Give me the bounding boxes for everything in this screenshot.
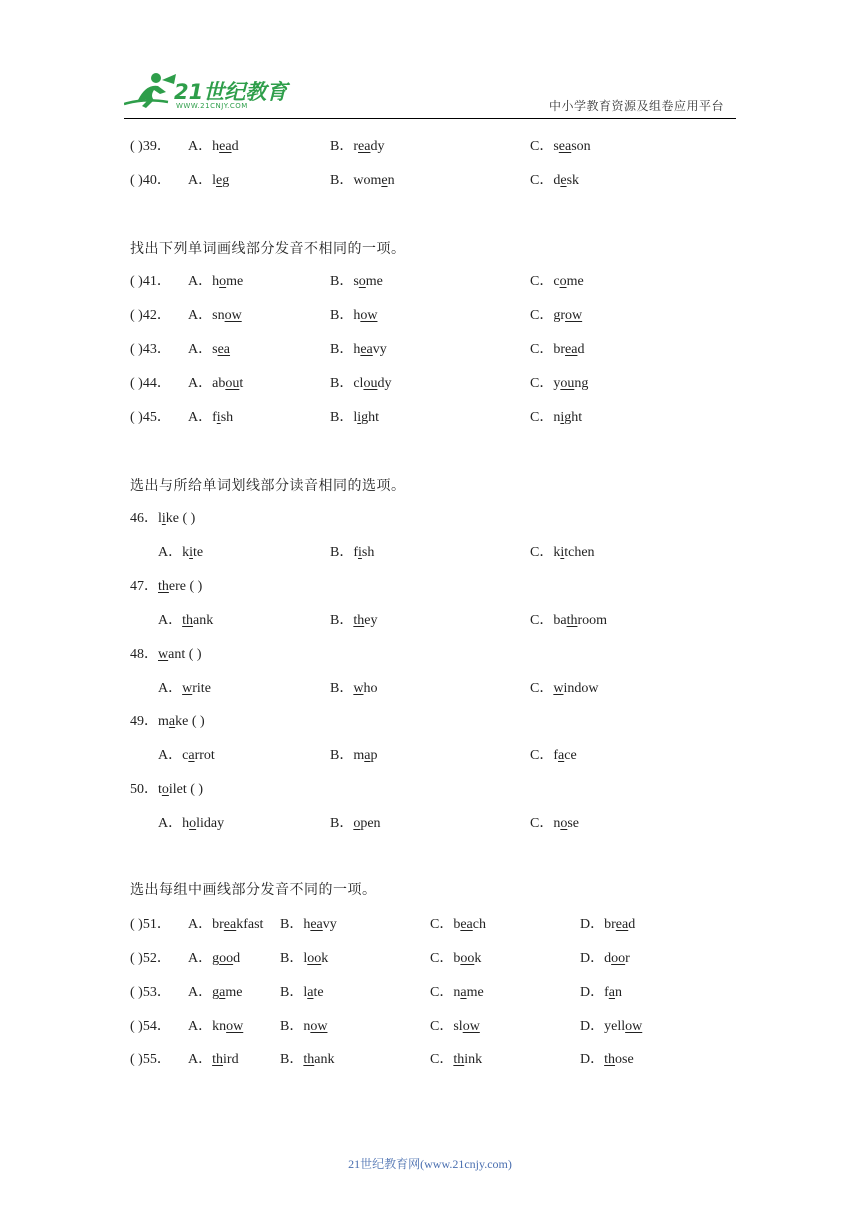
- question-stem: 49．make ( ): [130, 714, 205, 729]
- question-number: ( )53．: [130, 985, 171, 1000]
- option-c: C．bathroom: [530, 613, 608, 628]
- underlined-part: ea: [360, 342, 373, 357]
- question-stem: 50．toilet ( ): [130, 782, 204, 797]
- section-title-51-55: 选出每组中画线部分发音不同的一项。: [130, 882, 377, 898]
- underlined-part: a: [608, 985, 616, 1000]
- option-a: A．know: [188, 1019, 244, 1034]
- option-c: C．book: [430, 951, 482, 966]
- underlined-part: ow: [224, 308, 242, 323]
- option-a: A．good: [188, 951, 241, 966]
- option-d: D．bread: [580, 917, 636, 932]
- underlined-part: th: [453, 1052, 465, 1067]
- underlined-part: e: [381, 173, 388, 188]
- option-a: A．snow: [188, 308, 242, 323]
- underlined-part: o: [559, 274, 567, 289]
- option-b: B．now: [280, 1019, 328, 1034]
- header-divider: [124, 118, 736, 119]
- option-c: C．nose: [530, 816, 580, 831]
- underlined-part: e: [560, 173, 567, 188]
- option-b: B．who: [330, 681, 378, 696]
- option-b: B．how: [330, 308, 378, 323]
- question-number: ( )52．: [130, 951, 171, 966]
- footer-site: 21世纪教育网(www.21cnjy.com): [348, 1157, 512, 1171]
- logo-url-text: WWW.21CNJY.COM: [176, 102, 248, 110]
- underlined-part: ea: [310, 917, 323, 932]
- platform-name: 中小学教育资源及组卷应用平台: [549, 99, 725, 113]
- underlined-part: ea: [217, 342, 231, 357]
- option-c: C．grow: [530, 308, 583, 323]
- option-b: B．open: [330, 816, 381, 831]
- option-c: C．kitchen: [530, 545, 595, 560]
- option-d: D．fan: [580, 985, 623, 1000]
- option-c: C．night: [530, 410, 583, 425]
- question-number: ( )43．: [130, 342, 171, 357]
- option-d: D．door: [580, 951, 630, 966]
- section-title-46-50: 选出与所给单词划线部分读音相同的选项。: [130, 478, 406, 494]
- underlined-part: ea: [223, 917, 237, 932]
- option-d: D．those: [580, 1052, 634, 1067]
- underlined-part: ow: [360, 308, 378, 323]
- option-c: C．think: [430, 1052, 483, 1067]
- underlined-part: ea: [460, 917, 473, 932]
- underlined-part: a: [364, 748, 371, 763]
- underlined-part: a: [219, 985, 226, 1000]
- underlined-part: ea: [615, 917, 629, 932]
- option-a: A．sea: [188, 342, 231, 357]
- underlined-part: i: [560, 410, 565, 425]
- option-b: B．they: [330, 613, 378, 628]
- question-number: ( )44．: [130, 376, 171, 391]
- question-number: ( )45．: [130, 410, 171, 425]
- underlined-part: ea: [358, 139, 371, 154]
- underlined-part: a: [188, 748, 195, 763]
- underlined-part: oo: [460, 951, 475, 966]
- option-b: B．light: [330, 410, 380, 425]
- question-stem: 47．there ( ): [130, 579, 203, 594]
- option-a: A．third: [188, 1052, 239, 1067]
- underlined-part: o: [219, 274, 227, 289]
- option-b: B．look: [280, 951, 329, 966]
- option-c: C．desk: [530, 173, 580, 188]
- underlined-part: o: [161, 782, 169, 797]
- underlined-part: w: [182, 681, 193, 696]
- option-a: A．breakfast: [188, 917, 264, 932]
- question-stem: 46．like ( ): [130, 511, 196, 526]
- option-a: A．home: [188, 274, 244, 289]
- underlined-part: oo: [611, 951, 626, 966]
- underlined-part: ou: [363, 376, 378, 391]
- underlined-part: th: [212, 1052, 224, 1067]
- option-a: A．leg: [188, 173, 230, 188]
- underlined-part: w: [158, 647, 169, 662]
- question-number: ( )39．: [130, 139, 171, 154]
- option-a: A．holiday: [158, 816, 225, 831]
- underlined-part: th: [604, 1052, 616, 1067]
- option-c: C．young: [530, 376, 589, 391]
- underlined-part: oo: [219, 951, 234, 966]
- option-a: A．head: [188, 139, 239, 154]
- option-c: C．beach: [430, 917, 486, 932]
- question-stem: 48．want ( ): [130, 647, 202, 662]
- underlined-part: i: [216, 410, 221, 425]
- underlined-part: ow: [565, 308, 583, 323]
- option-b: B．cloudy: [330, 376, 392, 391]
- underlined-part: a: [460, 985, 467, 1000]
- underlined-part: th: [353, 613, 365, 628]
- option-b: B．map: [330, 748, 378, 763]
- underlined-part: a: [307, 985, 314, 1000]
- underlined-part: th: [182, 613, 194, 628]
- logo-text: 21世纪教育: [174, 80, 288, 104]
- option-b: B．heavy: [280, 917, 337, 932]
- underlined-part: ow: [310, 1019, 328, 1034]
- option-c: C．name: [430, 985, 484, 1000]
- option-b: B．some: [330, 274, 383, 289]
- underlined-part: i: [161, 511, 166, 526]
- site-logo: [124, 70, 289, 114]
- option-a: A．game: [188, 985, 243, 1000]
- underlined-part: w: [353, 681, 364, 696]
- option-c: C．come: [530, 274, 584, 289]
- underlined-part: ow: [462, 1019, 480, 1034]
- underlined-part: i: [560, 545, 565, 560]
- underlined-part: ea: [219, 139, 232, 154]
- underlined-part: ea: [565, 342, 578, 357]
- underlined-part: o: [358, 274, 366, 289]
- section-title-41-45: 找出下列单词画线部分发音不相同的一项。: [130, 241, 406, 257]
- option-a: A．carrot: [158, 748, 215, 763]
- question-number: ( )51．: [130, 917, 171, 932]
- underlined-part: ou: [560, 376, 575, 391]
- option-a: A．fish: [188, 410, 234, 425]
- underlined-part: th: [158, 579, 169, 594]
- question-number: ( )54．: [130, 1019, 171, 1034]
- question-number: ( )42．: [130, 308, 171, 323]
- underlined-part: ow: [625, 1019, 643, 1034]
- option-a: A．thank: [158, 613, 214, 628]
- underlined-part: ou: [225, 376, 240, 391]
- option-b: B．thank: [280, 1052, 335, 1067]
- option-b: B．heavy: [330, 342, 387, 357]
- question-number: ( )40．: [130, 173, 171, 188]
- underlined-part: i: [357, 410, 362, 425]
- underlined-part: ow: [226, 1019, 244, 1034]
- option-c: C．window: [530, 681, 599, 696]
- underlined-part: o: [189, 816, 197, 831]
- option-c: C．season: [530, 139, 591, 154]
- question-number: ( )55．: [130, 1052, 171, 1067]
- underlined-part: o: [353, 816, 361, 831]
- option-c: C．bread: [530, 342, 585, 357]
- underlined-part: o: [560, 816, 568, 831]
- underlined-part: e: [216, 173, 223, 188]
- option-b: B．women: [330, 173, 395, 188]
- underlined-part: ea: [558, 139, 572, 154]
- option-c: C．slow: [430, 1019, 480, 1034]
- underlined-part: th: [566, 613, 578, 628]
- underlined-part: i: [189, 545, 194, 560]
- underlined-part: a: [558, 748, 565, 763]
- option-b: B．ready: [330, 139, 385, 154]
- option-c: C．face: [530, 748, 577, 763]
- option-b: B．fish: [330, 545, 375, 560]
- underlined-part: w: [553, 681, 564, 696]
- option-b: B．late: [280, 985, 324, 1000]
- option-a: A．kite: [158, 545, 204, 560]
- underlined-part: a: [168, 714, 176, 729]
- option-a: A．write: [158, 681, 211, 696]
- option-d: D．yellow: [580, 1019, 643, 1034]
- underlined-part: i: [358, 545, 362, 560]
- underlined-part: th: [303, 1052, 315, 1067]
- option-a: A．about: [188, 376, 244, 391]
- underlined-part: oo: [307, 951, 322, 966]
- question-number: ( )41．: [130, 274, 171, 289]
